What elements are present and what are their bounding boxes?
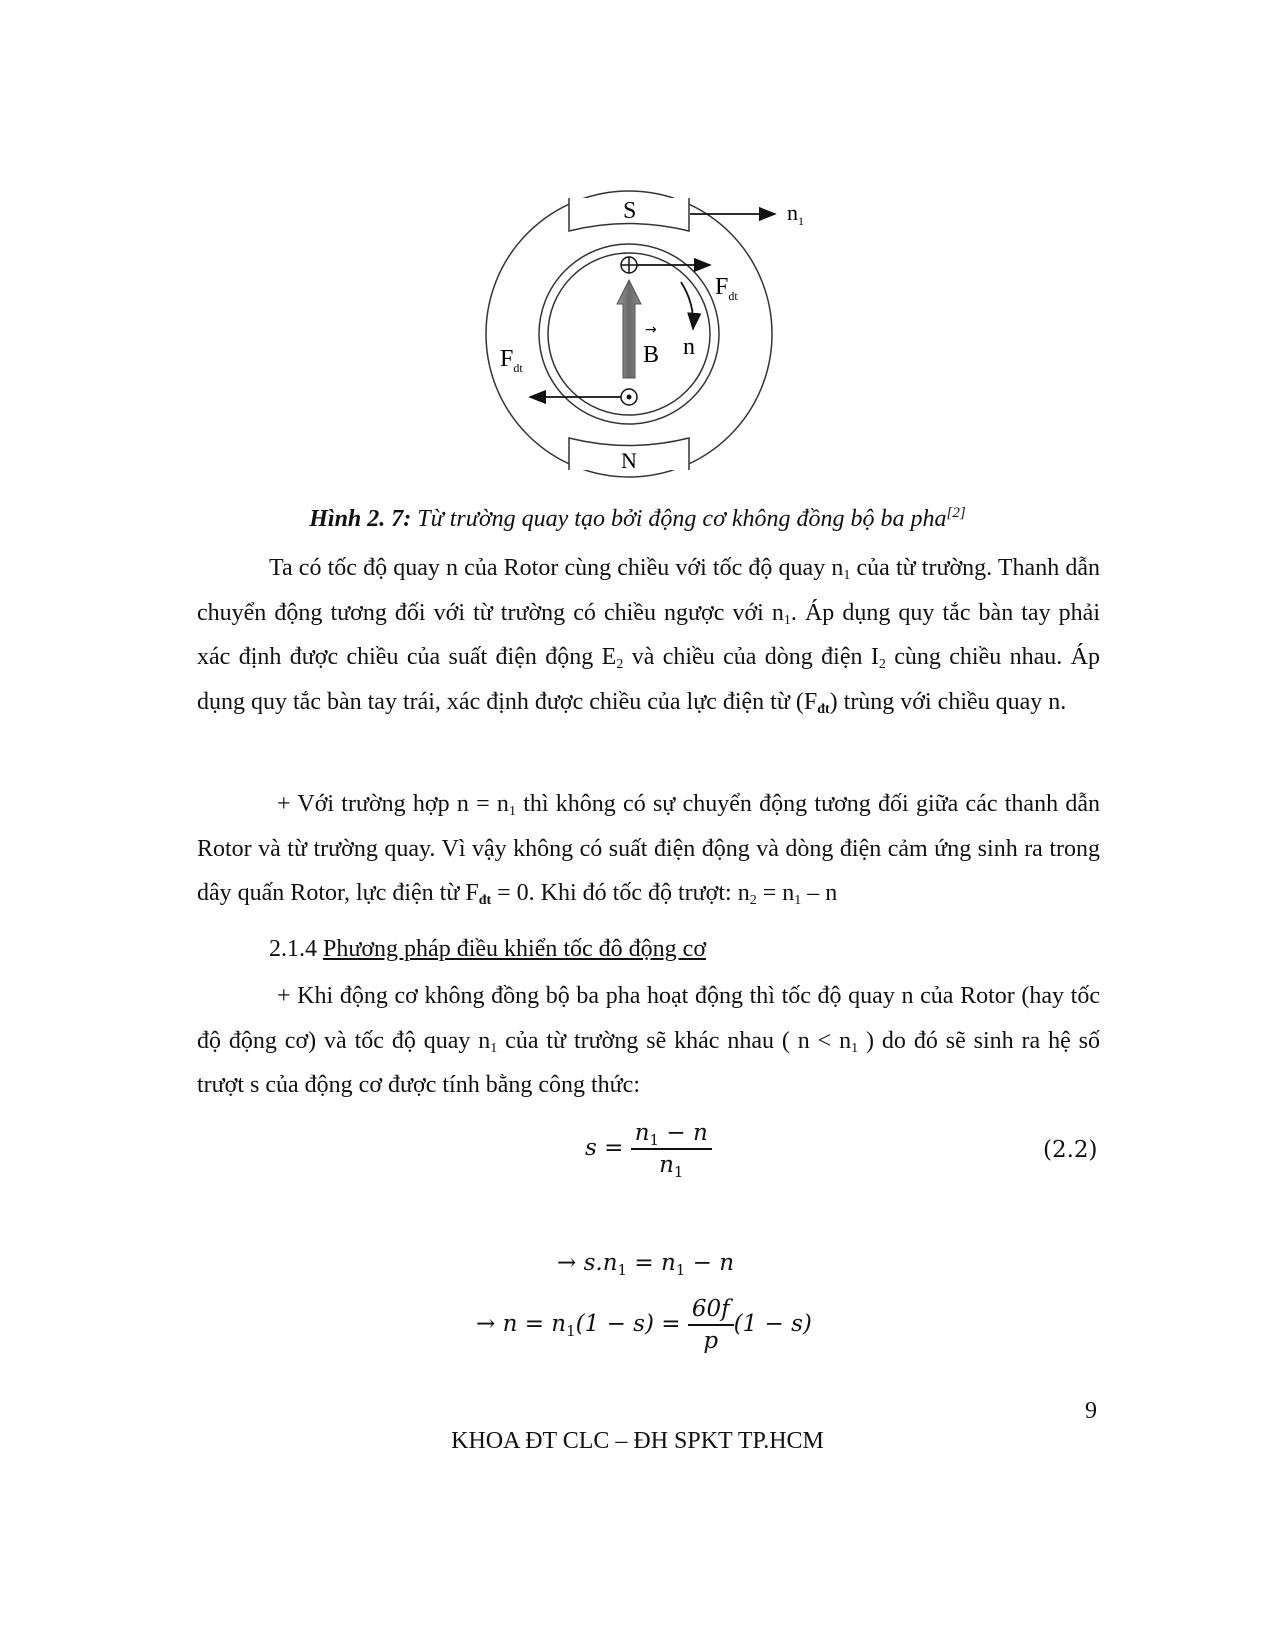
derivation-line-1: → $s.n_1 = n_1 - n$	[557, 1250, 735, 1279]
figure-caption	[0, 505, 1275, 533]
equation-lhs: s =	[585, 1135, 624, 1161]
caption-label: Hình 2. 7:	[309, 506, 412, 532]
b-label: B	[643, 342, 660, 368]
rotation-label: n	[683, 334, 695, 360]
paragraph-3: + Khi động cơ không đồng bộ ba pha hoạt động thì tốc độ quay n của Rotor (hay tốc độ động cơ) và tốc độ quay $n_1$ của từ trường sẽ khác nhau ( $n < n_1$ ) do đó sẽ sinh ra hệ số trượt s của động cơ được tính bằng công thức:	[197, 983, 1100, 1098]
heading-title: Phương pháp điều khiển tốc đô động cơ	[323, 936, 707, 962]
n-pole-label: N	[621, 448, 637, 473]
equation-2-2	[585, 1120, 712, 1181]
section-heading	[269, 931, 706, 967]
b-arrow-over: →	[645, 322, 657, 338]
equation-fraction: $\frac{n_1 - n}{n_1}$	[631, 1120, 712, 1178]
heading-number: 2.1.4	[269, 936, 323, 962]
paragraph-1: Ta có tốc độ quay n của Rotor cùng chiều với tốc độ quay $n_1$ của từ trường. Thanh dẫn chuyển động tương đối với từ trường có chiều ngược với $n_1$. Áp dụng quy tắc bàn tay phải xác định được chiều của suất điện động $E_2$ và chiều của dòng điện $I_2$ cùng chiều nhau. Áp dụng quy tắc bàn tay trái, xác định được chiều của lực điện từ $(F_{đt})$ trùng với chiều quay n.	[197, 555, 1100, 717]
derivation-fraction: $\frac{60f}{p}$	[688, 1296, 734, 1354]
fdt-bottom-label: $F_{dt}$	[500, 346, 523, 375]
paragraph-2: + Với trường hợp $n = n_1$ thì không có sự chuyển động tương đối giữa các thanh dẫn Rotor và từ trường quay. Vì vậy không có suất điện động và dòng điện cảm ứng sinh ra trong dây quấn Rotor, lực điện từ $F_{đt} = 0$. Khi đó tốc độ trượt: $n_2 = n_1 - n$	[197, 791, 1100, 908]
rotating-field-diagram	[485, 186, 825, 482]
n1-label: $n_1$	[787, 200, 804, 228]
derivation-line-2: → $n = n_1(1 - s)$ = $\frac{60f}{p}$ (1 − s)	[476, 1296, 812, 1354]
caption-ref: [2]	[946, 505, 966, 521]
caption-text: Từ trường quay tạo bởi động cơ không đồng bộ ba pha	[411, 506, 947, 532]
page-footer: KHOA ĐT CLC – ĐH SPKT TP.HCM	[451, 1428, 824, 1454]
equation-number: (2.2)	[1043, 1137, 1098, 1163]
page-number: 9	[1085, 1398, 1097, 1424]
fdt-top-label: $F_{dt}$	[715, 274, 738, 303]
s-pole-label: S	[623, 198, 637, 224]
